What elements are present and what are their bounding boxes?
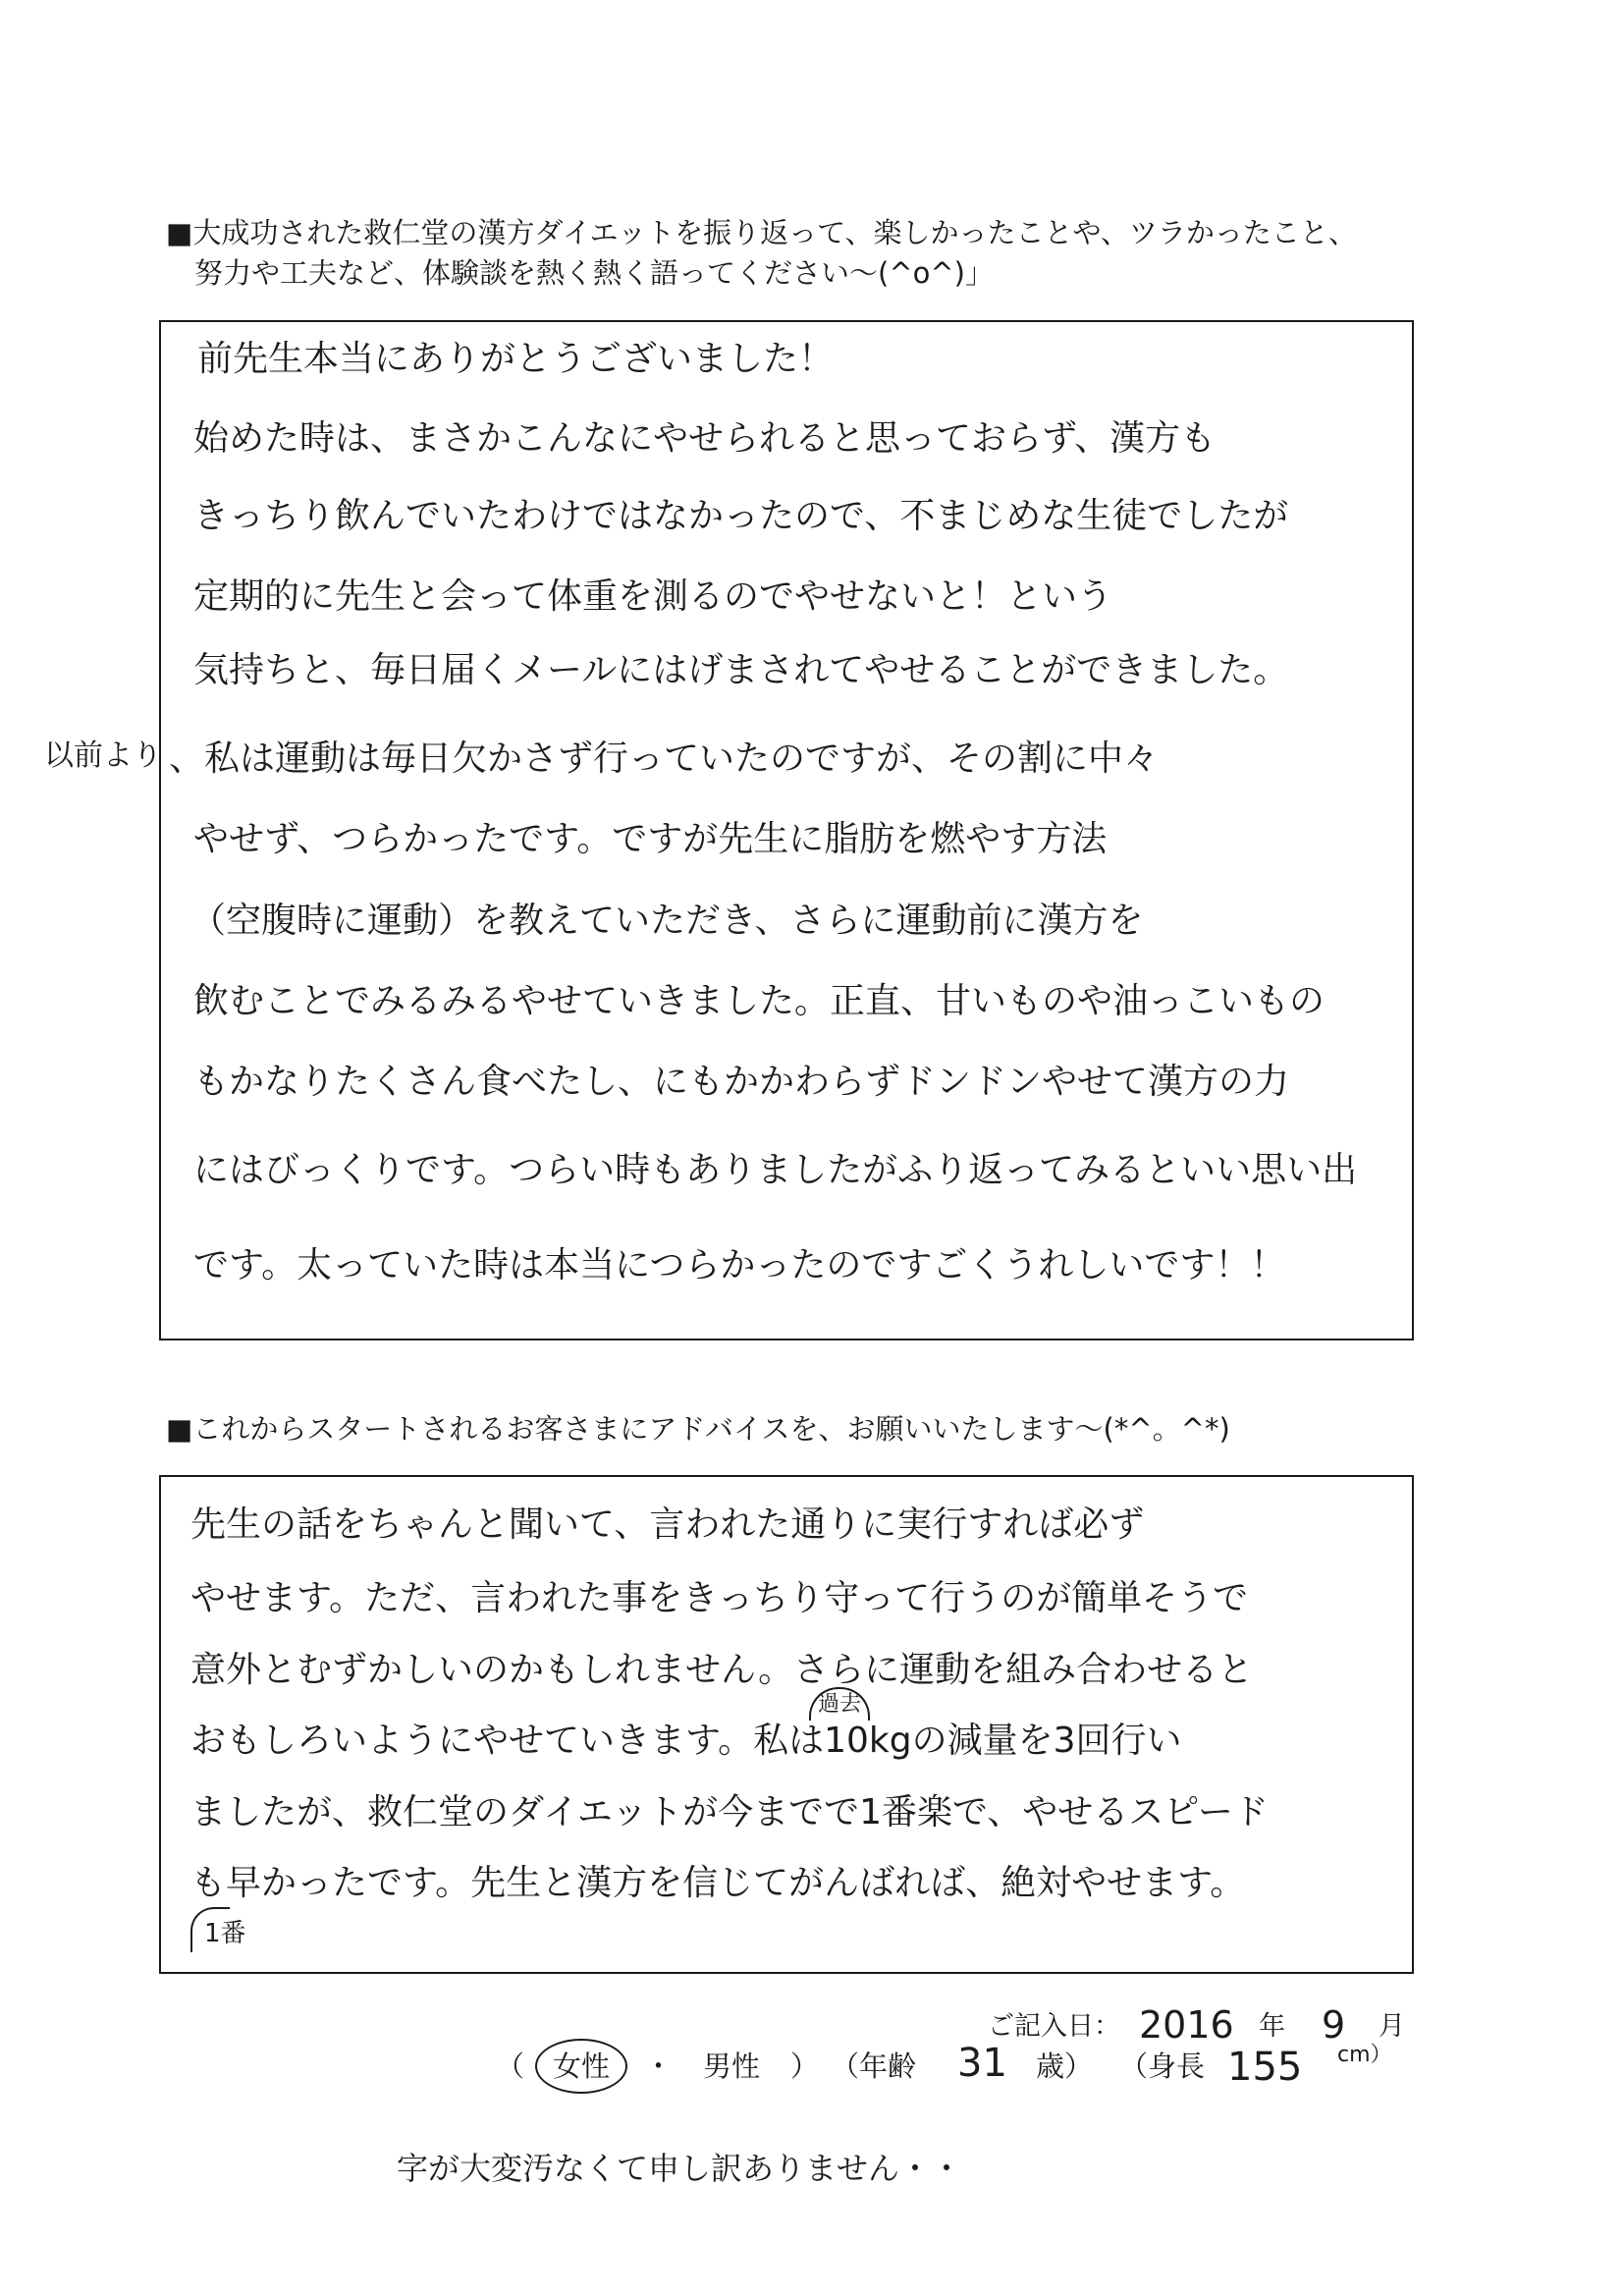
section1-prompt-line1: ■大成功された救仁堂の漢方ダイエットを振り返って、楽しかったことや、ツラかったこと、 (166, 216, 1357, 249)
experience-line: 前先生本当にありがとうございました！ (197, 339, 835, 379)
date-year: 2016 (1139, 2003, 1234, 2047)
experience-line: 始めた時は、まさかこんなにやせられると思っておらず、漢方も (193, 418, 1217, 459)
insertion-text-below: 1番 (204, 1919, 246, 1948)
advice-line: 意外とむずかしいのかもしれません。さらに運動を組み合わせると (190, 1650, 1254, 1690)
experience-line: 飲むことでみるみるやせていきました。正直、甘いものや油っこいもの (193, 981, 1325, 1021)
section1-prompt-line2: 努力や工夫など、体験談を熱く熱く語ってください～(^o^)」 (194, 256, 994, 290)
gender-female: 女性 (553, 2050, 611, 2083)
experience-line: です。太っていた時は本当につらかったのですごくうれしいです！！ (193, 1245, 1286, 1285)
height-value: 155 (1227, 2045, 1303, 2090)
gender-separator: ・ (644, 2050, 674, 2083)
experience-line: 気持ちと、毎日届くメールにはげまされてやせることができました。 (193, 650, 1289, 690)
advice-line: ましたが、救仁堂のダイエットが今までで1番楽で、やせるスピード (190, 1792, 1269, 1832)
date-year-unit: 年 (1259, 2011, 1285, 2042)
experience-line: もかなりたくさん食べたし、にもかかわらずドンドンやせて漢方の力 (193, 1062, 1290, 1102)
experience-line: 定期的に先生と会って体重を測るのでやせないと！という (193, 576, 1113, 617)
section2-prompt: ■これからスタートされるお客さまにアドバイスを、お願いいたします～(*^。^*) (166, 1412, 1230, 1446)
gender-male: 男性 (703, 2050, 761, 2083)
experience-line: やせず、つらかったです。ですが先生に脂肪を燃やす方法 (193, 819, 1108, 859)
date-month: 9 (1322, 2003, 1346, 2047)
gender-paren-close: ） (790, 2050, 820, 2083)
age-unit: 歳） (1036, 2050, 1094, 2083)
age-label: （年齢 (831, 2050, 917, 2083)
experience-answer-box (159, 320, 1414, 1340)
advice-line: も早かったです。先生と漢方を信じてがんばれば、絶対やせます。 (190, 1863, 1246, 1903)
date-label: ご記入日： (988, 2011, 1120, 2042)
closing-note: 字が大変汚なくて申し訳ありません・・ (397, 2150, 963, 2187)
advice-line: おもしろいようにやせていきます。私は10kgの減量を3回行い (190, 1721, 1182, 1761)
experience-line: きっちり飲んでいたわけではなかったので、不まじめな生徒でしたが (193, 496, 1289, 536)
date-month-unit: 月 (1379, 2011, 1405, 2042)
advice-line: やせます。ただ、言われた事をきっちり守って行うのが簡単そうで (190, 1578, 1249, 1618)
insertion-text-above: 過去 (818, 1692, 862, 1717)
experience-line: 、私は運動は毎日欠かさず行っていたのですが、その割に中々 (169, 738, 1160, 779)
gender-paren-open: （ (496, 2050, 525, 2083)
height-label: （身長 (1119, 2050, 1206, 2083)
side-note-handwritten: 以前より (44, 738, 162, 773)
age-value: 31 (957, 2041, 1007, 2086)
advice-line: 先生の話をちゃんと聞いて、言われた通りに実行すれば必ず (190, 1504, 1145, 1545)
advice-answer-box (159, 1475, 1414, 1974)
height-unit: cm） (1337, 2043, 1392, 2067)
experience-line: （空腹時に運動）を教えていただき、さらに運動前に漢方を (190, 901, 1144, 941)
experience-line: にはびっくりです。つらい時もありましたがふり返ってみるといい思い出 (193, 1150, 1358, 1190)
